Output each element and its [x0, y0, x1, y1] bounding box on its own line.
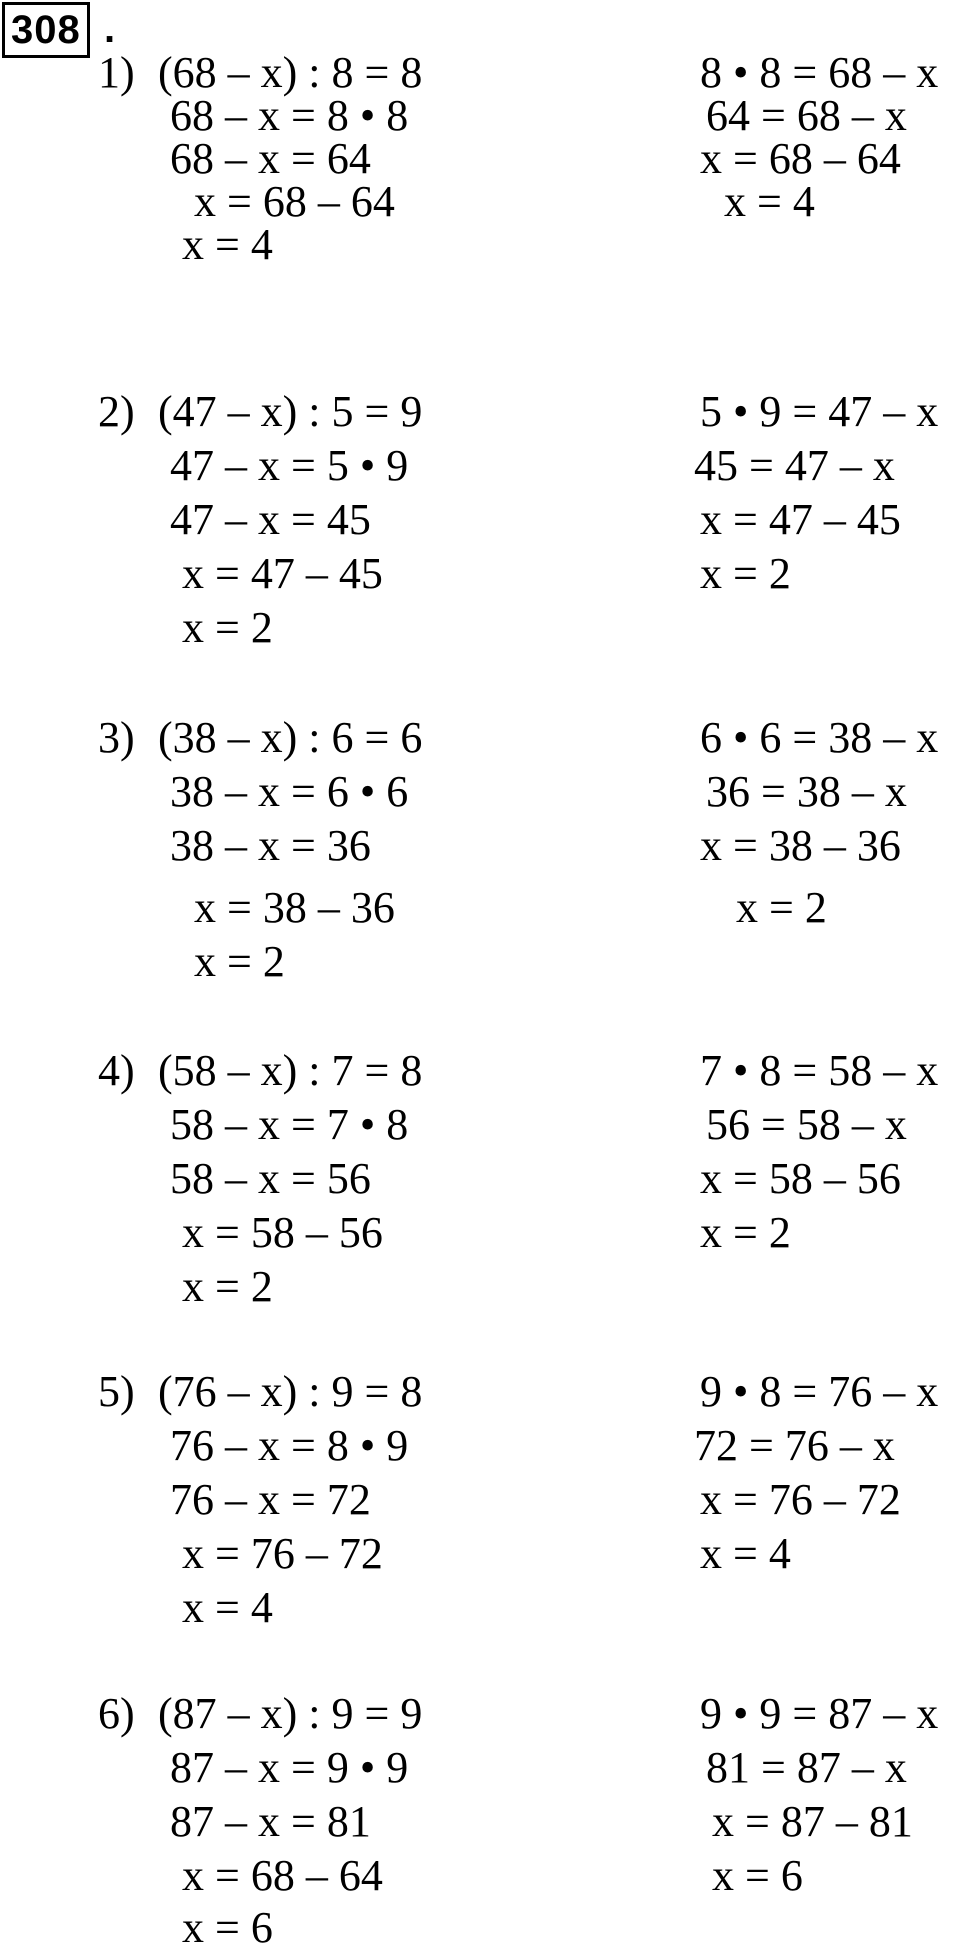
task-4-left-line-1: (58 – x) : 7 = 8 — [158, 1046, 423, 1095]
task-5-left-line-5: x = 4 — [182, 1583, 273, 1632]
task-5-right-line-1: 9 • 8 = 76 – x — [700, 1367, 939, 1416]
task-1-label: 1) — [98, 48, 135, 97]
task-4-right-line-1: 7 • 8 = 58 – x — [700, 1046, 939, 1095]
task-5-right-line-2: 72 = 76 – x — [694, 1421, 895, 1470]
task-1-right-line-1: 8 • 8 = 68 – x — [700, 48, 939, 97]
task-6-left-line-2: 87 – x = 9 • 9 — [170, 1743, 409, 1792]
task-6-left-line-3: 87 – x = 81 — [170, 1797, 371, 1846]
problem-number-dot: . — [104, 7, 116, 51]
task-5-left-line-3: 76 – x = 72 — [170, 1475, 371, 1524]
task-2-left-line-3: 47 – x = 45 — [170, 495, 371, 544]
task-3-left-line-4: x = 38 – 36 — [194, 883, 395, 932]
task-1-left-line-5: x = 4 — [182, 220, 273, 269]
task-2-right-line-3: x = 47 – 45 — [700, 495, 901, 544]
task-3-left-line-2: 38 – x = 6 • 6 — [170, 767, 409, 816]
task-2-label: 2) — [98, 387, 135, 436]
task-2-right-line-2: 45 = 47 – x — [694, 441, 895, 490]
task-2-left-line-1: (47 – x) : 5 = 9 — [158, 387, 423, 436]
task-4-right-line-3: x = 58 – 56 — [700, 1154, 901, 1203]
task-2-left-line-2: 47 – x = 5 • 9 — [170, 441, 409, 490]
task-1-right-line-2: 64 = 68 – x — [706, 91, 907, 140]
task-4-right-line-4: x = 2 — [700, 1208, 791, 1257]
task-3-right-line-4: x = 2 — [736, 883, 827, 932]
task-6-left-line-4: x = 68 – 64 — [182, 1851, 383, 1900]
task-1-left-line-4: x = 68 – 64 — [194, 177, 395, 226]
task-4-left-line-3: 58 – x = 56 — [170, 1154, 371, 1203]
task-2-right-line-4: x = 2 — [700, 549, 791, 598]
task-3-right-line-1: 6 • 6 = 38 – x — [700, 713, 939, 762]
task-3-left-line-3: 38 – x = 36 — [170, 821, 371, 870]
task-2-left-line-4: x = 47 – 45 — [182, 549, 383, 598]
task-3-label: 3) — [98, 713, 135, 762]
task-6-left-line-1: (87 – x) : 9 = 9 — [158, 1689, 423, 1738]
task-6-right-line-2: 81 = 87 – x — [706, 1743, 907, 1792]
task-3-right-line-2: 36 = 38 – x — [706, 767, 907, 816]
task-1-left-line-1: (68 – x) : 8 = 8 — [158, 48, 423, 97]
task-5-label: 5) — [98, 1367, 135, 1416]
task-6-right-line-3: x = 87 – 81 — [712, 1797, 913, 1846]
problem-number: 308 — [11, 8, 81, 52]
task-6-label: 6) — [98, 1689, 135, 1738]
task-5-left-line-2: 76 – x = 8 • 9 — [170, 1421, 409, 1470]
task-6-right-line-1: 9 • 9 = 87 – x — [700, 1689, 939, 1738]
task-3-left-line-5: x = 2 — [194, 937, 285, 986]
task-1-left-line-2: 68 – x = 8 • 8 — [170, 91, 409, 140]
task-4-left-line-5: x = 2 — [182, 1262, 273, 1311]
task-2-left-line-5: x = 2 — [182, 603, 273, 652]
task-6-right-line-4: x = 6 — [712, 1851, 803, 1900]
task-5-right-line-4: x = 4 — [700, 1529, 791, 1578]
task-3-left-line-1: (38 – x) : 6 = 6 — [158, 713, 423, 762]
task-3-right-line-3: x = 38 – 36 — [700, 821, 901, 870]
task-4-left-line-2: 58 – x = 7 • 8 — [170, 1100, 409, 1149]
task-2-right-line-1: 5 • 9 = 47 – x — [700, 387, 939, 436]
task-1-right-line-3: x = 68 – 64 — [700, 134, 901, 183]
task-4-right-line-2: 56 = 58 – x — [706, 1100, 907, 1149]
task-4-label: 4) — [98, 1046, 135, 1095]
task-4-left-line-4: x = 58 – 56 — [182, 1208, 383, 1257]
task-5-left-line-1: (76 – x) : 9 = 8 — [158, 1367, 423, 1416]
task-1-right-line-4: x = 4 — [724, 177, 815, 226]
task-1-left-line-3: 68 – x = 64 — [170, 134, 371, 183]
task-6-left-line-5: x = 6 — [182, 1903, 273, 1952]
task-5-right-line-3: x = 76 – 72 — [700, 1475, 901, 1524]
problem-number-box — [2, 2, 90, 58]
task-5-left-line-4: x = 76 – 72 — [182, 1529, 383, 1578]
